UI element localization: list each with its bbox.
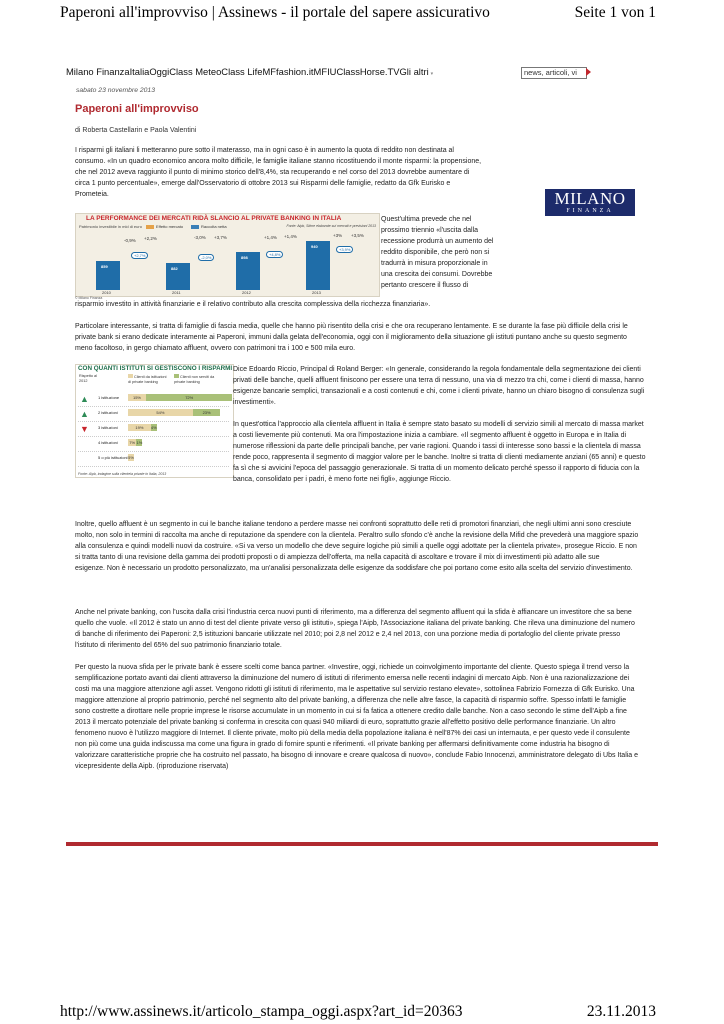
nav-link-gli-altri[interactable]: Gli altri xyxy=(399,66,429,77)
change-oval: +3,9% xyxy=(336,246,353,253)
x-tick-label: 2012 xyxy=(242,290,251,295)
row-label: 1 istituzione xyxy=(98,395,120,400)
search-input[interactable]: news, articoli, vi xyxy=(521,67,587,79)
bar-segment-pb: 7% xyxy=(129,440,136,445)
column-header-np: Clienti non serviti da private banking xyxy=(174,375,215,384)
trend-up-icon: ▲ xyxy=(80,409,89,419)
change-oval: -2,0% xyxy=(198,254,214,261)
change-oval: +2,7% xyxy=(131,252,148,259)
nav-link-italiaoggi[interactable]: ItaliaOggi xyxy=(129,66,170,77)
chart-title: CON QUANTI ISTITUTI SI GESTISCONO I RISPARMI xyxy=(78,365,233,372)
bar-2010 xyxy=(96,261,120,290)
search-go-icon[interactable] xyxy=(586,68,591,76)
paragraph-2-side: Quest'ultima prevede che nel prossimo triennio «l'uscita dalla recessione produrrà un aumento del reddito disponibile, che però non si tradurrà in misura proporzionale in una crescita dei consumi. Dovrebbe pertanto crescere il flusso di xyxy=(381,216,494,289)
print-footer-url: http://www.assinews.it/articolo_stampa_oggi.aspx?art_id=20363 xyxy=(60,1003,463,1020)
paragraph-2-end: risparmio investito in attività finanziarie e il relativo contributo alla crescita complessiva della ricchezza finanziaria». xyxy=(75,301,431,308)
bar-segment-np: 23% xyxy=(193,409,221,416)
paragraph-8: Per questo la nuova sfida per le private bank è essere scelti come banca partner. «Investire, oggi, richiede un coinvolgimento importante del cliente. Questo spiega il trend verso la semplificazione portato avanti dai clienti attraverso la diminuzione del numero di istituti di riferimento emersa nelle recenti indagini di mercato Aipb. Non è una razionalizzazione dei costi ma una maggiore attenzione agli asset. Vengono ridotti gli istituti di riferimento, ma le aspettative sul servizio restano elevate», sottolinea Fabrizio Fornezza di Gfk Eurisko. Una maggiore attenzione al proprio patrimonio, perché nel segmento alto del private banking, a differenza che nelle altre fasce, la capacità di risparmio soffre. Spesso infatti le famiglie sono costrette a dirottare nelle proprie imprese le risorse accumulate in un momento in cui si fa fatica a ottenere credito dalle banche. Non a caso secondo le stime dell'Aipb a fine 2013 il mercato potenziale del private banking si conferma in crescita con quasi 940 miliardi di euro, soprattutto grazie all'effetto positivo delle performance finanziarie. Un altro fenomeno nuovo è l'utilizzo maggiore di Internet. Il cliente private, molto più della media della popolazione italiana è nell'87% dei casi un internauta, e per questo vede il consulente non più come una guida indiscussa ma come una figura in grado di fornire spunti e riferimenti. «Il private banking per affermarsi definitivamente come industria ha bisogno di valorizzare caratteristiche proprie che ha costruito nel passato, ha bisogno di innovare e creare qualcosa di nuovo», conclude Fabio Innocenzi, amministratore delegato di Ubs Italia e vicepresidente della Aipb. (riproduzione riservata) xyxy=(75,664,639,770)
annotation-label: -0,9% xyxy=(124,238,136,243)
paragraph-5: In quest'ottica l'approccio alla clientela affluent in Italia è sempre stato basato su modelli di servizio simili al mercato di massa market a costi lievemente più contenuti. Ma ora l'impostazione inizia a cambiare. «Il segmento affluent è oggetto in Europa e in Italia di numerose riflessioni da parte delle principali banche, per varie ragioni. Quando i tassi di interesse sono bassi e la clientela di massa rende poco, rappresenta il segmento di maggior valore per le banche. Inoltre si tratta di clienti mediamente anziani (65 anni) e questo fa sì che si avvicini l'epoca del passaggio generazionale. Si tratta di un momento delicato perché spesso il rapporto di fiducia con la banca, consolidato per i padri, è meno forte nei figli», aggiunge Riccio. xyxy=(233,421,646,483)
x-tick-label: 2010 xyxy=(102,290,111,295)
table-row xyxy=(78,407,229,422)
bar-value-label: 859 xyxy=(101,264,108,270)
nav-link-horse-tv[interactable]: Horse.TV xyxy=(359,66,400,77)
x-tick-label: 2011 xyxy=(172,290,181,295)
divider-bar xyxy=(66,842,658,846)
bar-2013 xyxy=(306,241,330,290)
nav-link-milano-finanza[interactable]: Milano Finanza xyxy=(66,66,130,77)
chart-istituti-risparmi xyxy=(75,364,234,478)
chart-subtitle: Patrimonio investibile in mld di euro xyxy=(79,224,142,229)
table-row xyxy=(78,422,229,437)
bar-segment-pb: 19% xyxy=(128,424,151,431)
bar-2012 xyxy=(236,252,260,291)
article-author: di Roberta Castellarin e Paola Valentini xyxy=(75,127,197,134)
print-footer-date: 23.11.2013 xyxy=(586,1003,656,1020)
trend-up-icon: ▲ xyxy=(80,394,89,404)
bar-value-label: 898 xyxy=(241,254,248,260)
nav-link-class-meteo[interactable]: Class Meteo xyxy=(169,66,222,77)
bar-value-label: 882 xyxy=(171,266,178,271)
site-navbar xyxy=(66,66,433,77)
row-label: 4 istituzioni xyxy=(98,440,118,445)
chart-title: LA PERFORMANCE DEI MERCATI RIDÀ SLANCIO AL PRIVATE BANKING IN ITALIA xyxy=(86,215,342,222)
paragraph-4: Dice Edoardo Riccio, Principal di Roland Berger: «In generale, considerando la regola fondamentale della segmentazione dei clienti privati delle banche, quelli affluent finiscono per essere una terra di nessuno, una via di mezzo tra chi, come i clienti di massa, hanno esigenze bancarie semplici, transazionali e a costi contenuti e chi, come i clienti private, hanno un chiaro bisogno di consulenza sugli investimenti». xyxy=(233,366,645,406)
bar-value-label: 940 xyxy=(311,244,318,249)
print-header-title: Paperoni all'improvviso | Assinews - il portale del sapere assicurativo xyxy=(60,4,490,21)
bar-segment-np: 4% xyxy=(150,425,157,430)
annotation-label: +1,4% xyxy=(284,234,297,239)
article-date: sabato 23 novembre 2013 xyxy=(76,87,155,94)
paragraph-1: I risparmi gli italiani li metteranno pure sotto il materasso, ma in ogni caso è in aumento la quota di reddito non destinata al consumo. «In un quadro economico ancora molto difficile, le famiglie italiane stanno ricostituendo il monte risparmi: la propensione, che nel 2012 aveva raggiunto il punto di minimo storico dell'8,4%, sta recuperando e nel corso del 2013 dovrebbe aumentare di circa 1 punto percentuale», emerge dall'Osservatorio di ottobre 2013 sui Risparmi delle famiglie, redatto da Gfk Eurisko e Prometeia. xyxy=(75,147,482,198)
table-row xyxy=(78,437,229,452)
annotation-label: +1,4% xyxy=(264,235,277,240)
paragraph-6: Inoltre, quello affluent è un segmento in cui le banche italiane tendono a perdere masse nei confronti soprattutto delle reti di promotori finanziari, che negli ultimi anni sono cresciute molto, non solo in termini di raccolta ma anche di reputazione da spendere con la clientela. Peraltro sullo sfondo c'è anche la revisione della Mifid che prevederà una maggiore spazio alla consulenza e quindi modelli nuovi da costruire. «Si va verso un modello che deve seguire logiche più simili a quelle oggi adottate per la clientela private», prosegue Riccio. E non si tratta tanto di una revisione della gamma dei prodotti proposti o di ampiezza dell'offerta, ma nella capacità di ascoltare e trovare il mix di investimenti più adatto alle sue esigenze. Non è necessario un prodotto personalizzato, ma un'analisi personalizzata delle esigenze da soddisfare che poi portano come esito alla scelta del servizio d'investimento. xyxy=(75,521,639,572)
annotation-label: -3,0% xyxy=(194,235,206,240)
nav-link-class[interactable]: Class xyxy=(336,66,360,77)
bar-segment-np: 72% xyxy=(146,394,232,401)
annotation-label: +3,5% xyxy=(351,233,364,238)
x-tick-label: 2013 xyxy=(312,290,321,295)
chart-source: Fonte: Aipb, indagine sulla clientela private in Italia, 2013 xyxy=(78,472,167,476)
chart-credit: © Milano Finanza xyxy=(75,296,103,300)
paragraph-3: Particolare interessante, si tratta di famiglie di fascia media, quelle che hanno più risentito della crisi e che ora recuperano lentamente. E se durante la fase più difficile della crisi le private bank si erano dedicate interamente ai Paperoni, immuni dalla gelata dell'economia, oggi con il miglioramento della situazione gli istituti puntano anche su questo segmento meno facoltoso, in gergo chiamato affluent, ovvero con patrimoni tra i 100 e 500 mila euro. xyxy=(75,323,628,352)
legend-item-market: Effetto mercato xyxy=(146,224,183,229)
milano-finanza-logo: MILANO FINANZA xyxy=(545,189,635,216)
nav-link-mfiu[interactable]: MFIU xyxy=(313,66,337,77)
annotation-label: +3% xyxy=(333,233,343,238)
row-label: 3 istituzioni xyxy=(98,425,118,430)
paragraph-7: Anche nel private banking, con l'uscita dalla crisi l'industria cerca nuovi punti di riferimento, ma a differenza del segmento affluent qui la sfida è affiancare un investitore che sa bene quello che vuole. «Il 2012 è stato un anno di test del cliente private verso gli istituti», spiega l'Aipb, l'Associazione italiana del private banking. Che rileva una diminuzione del numero di banche di riferimento dei Paperoni: 2,5 istituzioni bancarie utilizzate nel 2010; poi 2,8 nel 2012 e 2,4 nel 2013, con una porzione media di portafoglio del cliente private presso l'istituto di riferimento del 65% del suo patrimonio finanziario totale. xyxy=(75,609,635,649)
table-row xyxy=(78,392,229,407)
bar-segment-pb: 54% xyxy=(128,409,193,416)
change-oval: +4,8% xyxy=(266,251,283,258)
print-header-page: Seite 1 von 1 xyxy=(574,4,656,21)
bar-segment-np: 1% xyxy=(136,440,143,445)
row-label: 2 istituzioni xyxy=(98,410,118,415)
nav-link-mffashion[interactable]: MFfashion.it xyxy=(262,66,314,77)
table-row xyxy=(78,452,229,467)
chart-source: Fonte: Aipb, Stime elaborate sui mercati e previsioni 2013 xyxy=(286,224,376,228)
column-header-pb: Clienti da istituzioni di private banking xyxy=(128,375,167,384)
article-title: Paperoni all'improvviso xyxy=(75,103,199,115)
bar-segment-pb: 15% xyxy=(128,394,146,401)
annotation-label: +3,7% xyxy=(214,235,227,240)
annotation-label: +2,2% xyxy=(144,236,157,241)
dropdown-icon[interactable]: ▾ xyxy=(430,71,434,77)
trend-down-icon: ▼ xyxy=(80,424,89,434)
column-header-trend: Rispetto al 2012 xyxy=(79,374,97,383)
bar-segment-pb: 5% xyxy=(128,455,134,460)
chart-private-banking-performance xyxy=(75,213,380,297)
bar-2011 xyxy=(166,263,190,290)
row-label: 5 o più istituzioni xyxy=(98,455,128,460)
legend-item-net: Raccolta netta xyxy=(191,224,227,229)
nav-link-class-life[interactable]: Class Life xyxy=(221,66,263,77)
